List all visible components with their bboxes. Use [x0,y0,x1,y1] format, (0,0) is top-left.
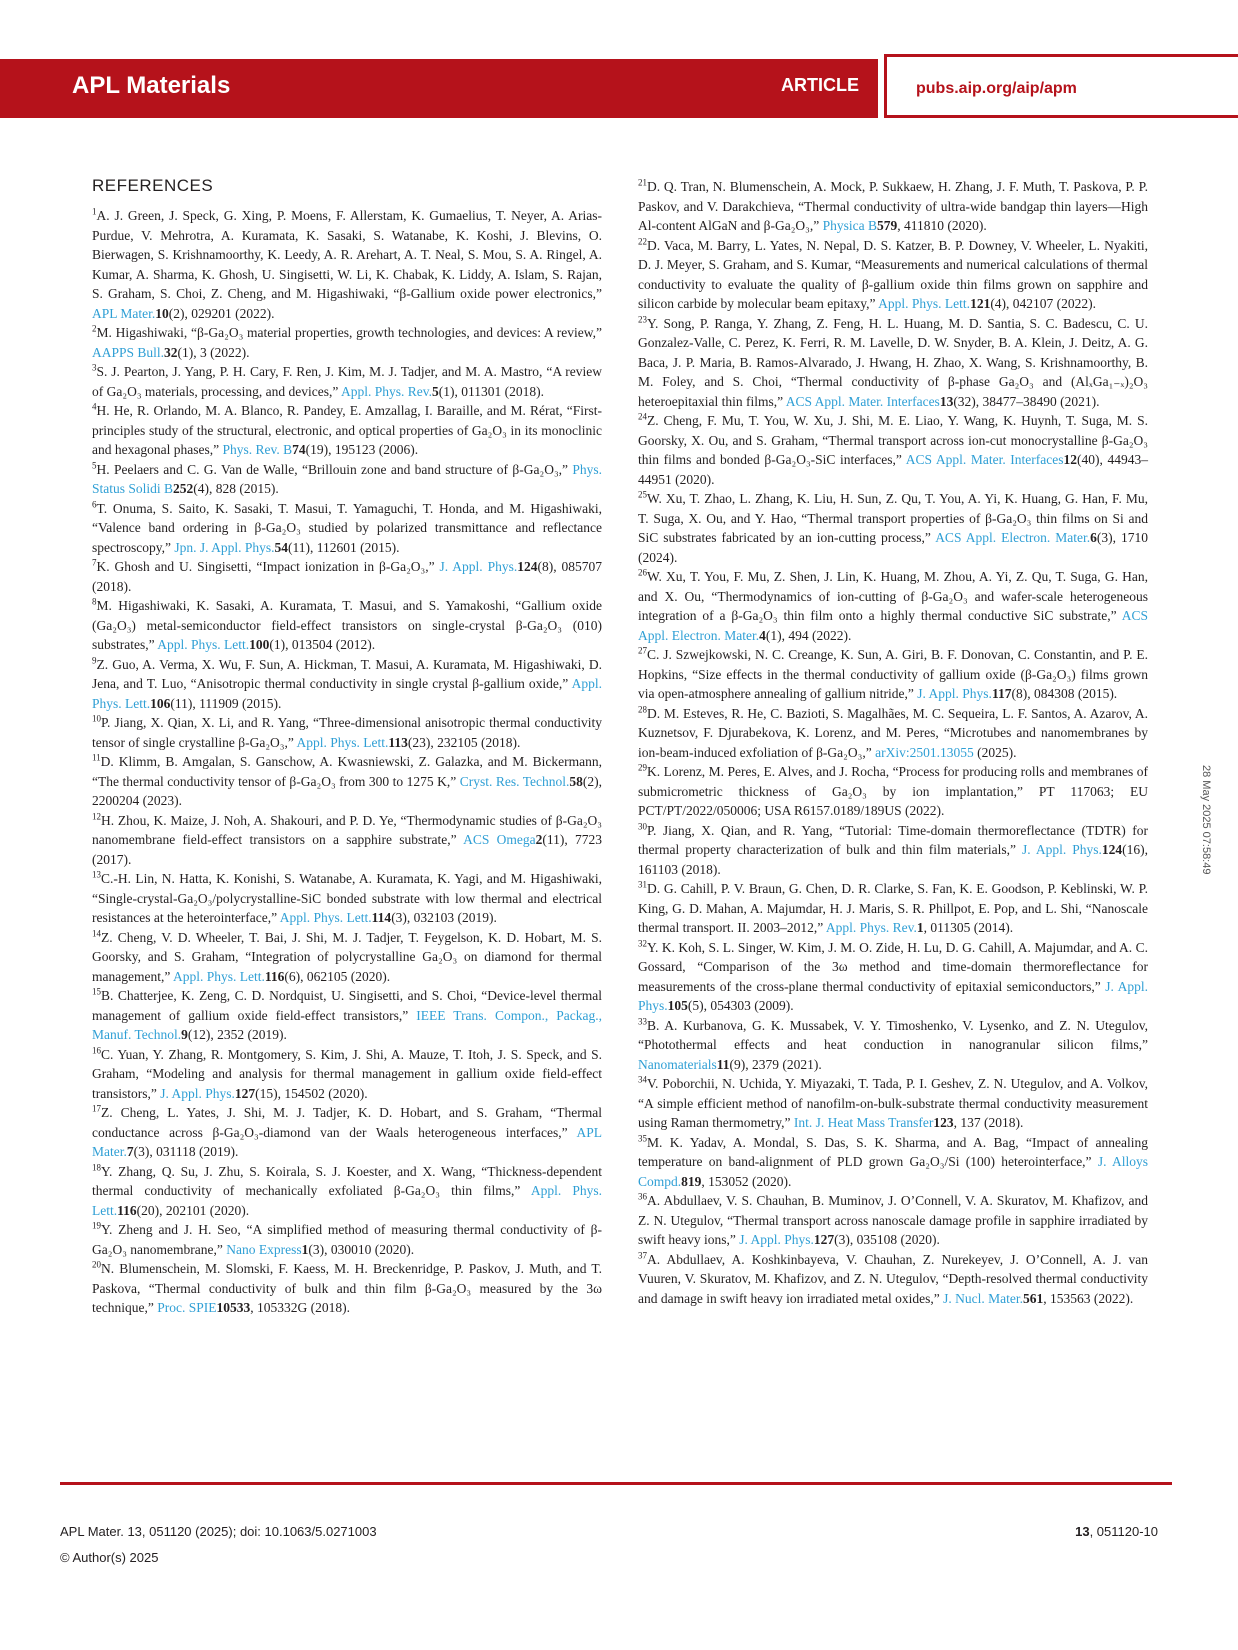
reference-journal-link[interactable]: Nanomaterials [638,1056,717,1072]
reference-authors-title: P. Jiang, X. Qian, and R. Yang, “Tutorial: Time-domain thermoreflectance (TDTR) for thermal property characterization of bulk and thin film materials,” [638,822,1148,857]
reference-volume: 6 [1090,530,1097,545]
reference-pages-year: (8), 084308 (2015). [1011,686,1118,701]
reference-volume: 579 [877,218,898,233]
reference-authors-title: D. Klimm, B. Amgalan, S. Ganschow, A. Kwasniewski, Z. Galazka, and M. Bickermann, “The thermal conductivity tensor of β-Ga₂O₃ from 300 to 1275 K,” [92,754,602,789]
reference-number: 28 [638,704,647,714]
reference-pages-year: (1), 013504 (2012). [269,637,376,652]
reference-number: 2 [92,323,97,334]
reference-volume: 114 [371,910,392,925]
reference-number: 1 [92,206,97,217]
reference-journal-link[interactable]: ACS Omega [463,832,536,847]
reference-item [92,596,602,655]
reference-number: 7 [92,557,97,568]
reference-pages-year: (8), 085707 (2018). [92,559,602,594]
reference-authors-title: H. Peelaers and C. G. Van de Walle, “Brillouin zone and band structure of β-Ga₂O₃,” [96,461,573,477]
reference-pages-year: (3), 030010 (2020). [308,1241,415,1257]
reference-journal-link[interactable]: arXiv:2501.13055 [875,744,974,760]
reference-item [92,206,602,323]
reference-item [92,655,602,714]
footer-copyright: © Author(s) 2025 [60,1550,159,1565]
reference-number: 23 [638,314,647,324]
reference-volume: 121 [970,296,991,311]
reference-item [638,1016,1148,1075]
reference-journal-link[interactable]: Appl. Phys. Rev. [825,920,917,935]
reference-volume: 58 [569,773,583,789]
reference-volume: 32 [164,344,178,360]
reference-authors-title: M. Higashiwaki, K. Sasaki, A. Kuramata, T. Masui, and S. Yamakoshi, “Gallium oxide (Ga₂O₃) metal-semiconductor field-effect transistors on single-crystal β-Ga₂O₃ (010) substrates,” [92,598,602,652]
reference-pages-year: , 137 (2018). [953,1115,1024,1130]
reference-journal-link[interactable]: AAPPS Bull. [92,344,165,360]
reference-item [638,1191,1148,1250]
reference-pages-year: (5), 054303 (2009). [687,998,794,1013]
reference-number: 4 [92,401,97,412]
reference-journal-link[interactable]: J. Appl. Phys. [638,978,1148,1013]
reference-pages-year: (3), 031118 (2019). [133,1144,239,1159]
reference-item [92,557,602,596]
reference-pages-year: (23), 232105 (2018). [407,734,521,750]
journal-url-link[interactable]: pubs.aip.org/aip/apm [916,80,1077,97]
reference-authors-title: Z. Cheng, V. D. Wheeler, T. Bai, J. Shi, M. J. Tadjer, T. Feygelson, K. D. Hobart, M. S. Goorsky, and S. Graham, “Integration of polycrystalline Ga₂O₃ on diamond for thermal management,” [92,929,602,984]
reference-number: 36 [638,1191,647,1202]
reference-pages-year: (2), 029201 (2022). [168,305,275,321]
reference-item [638,567,1148,645]
reference-pages-year: (1), 3 (2022). [177,344,250,360]
reference-item [638,236,1148,314]
reference-authors-title: H. Zhou, K. Maize, J. Noh, A. Shakouri, and P. D. Ye, “Thermodynamic studies of β-Ga₂O₃ nanomembrane field-effect transistors on a sapphire substrate,” [92,812,602,847]
reference-authors-title: T. Onuma, S. Saito, K. Sasaki, T. Masui, T. Yamaguchi, T. Honda, and M. Higashiwaki, “Valence band ordering in β-Ga₂O₃ studied by polarized transmittance and reflectance spectroscopy,” [92,500,602,555]
reference-number: 14 [92,928,101,938]
reference-item [638,938,1148,1016]
reference-pages-year: (12), 2352 (2019). [187,1027,287,1042]
reference-item [92,323,602,362]
reference-journal-link[interactable]: J. Appl. Phys. [439,559,518,574]
reference-journal-link[interactable]: Appl. Phys. Lett. [157,637,250,652]
reference-authors-title: C.-H. Lin, N. Hatta, K. Konishi, S. Watanabe, A. Kuramata, K. Yagi, and M. Higashiwaki, “Single-crystal-Ga₂O₃/polycrystalline-SiC bonded substrate with low thermal and electrical resistances at the heterointerface,” [92,871,602,925]
reference-pages-year: (40), 44943–44951 (2020). [638,452,1148,487]
reference-volume: 1 [301,1241,309,1257]
reference-number: 11 [92,752,101,763]
reference-authors-title: V. Poborchii, N. Uchida, Y. Miyazaki, T. Tada, P. I. Geshev, Z. N. Utegulov, and A. Volkov, “A simple efficient method of nanofilm-on-bulk-substrate thermal conductivity measurement using Raman thermometry,” [638,1076,1148,1130]
reference-item [638,314,1148,412]
reference-item [92,460,602,499]
reference-number: 29 [638,762,647,773]
references-heading: REFERENCES [92,176,214,195]
reference-authors-title: K. Ghosh and U. Singisetti, “Impact ionization in β-Ga₂O₃,” [96,559,440,574]
reference-item [638,411,1148,489]
reference-volume: 11 [716,1056,730,1072]
reference-journal-link[interactable]: Physica B [822,218,877,233]
reference-pages-year: (2025). [973,744,1017,760]
reference-item [92,869,602,928]
reference-item [638,704,1148,763]
reference-number: 16 [92,1045,101,1055]
reference-authors-title: A. J. Green, J. Speck, G. Xing, P. Moens, F. Allerstam, K. Gumaelius, T. Neyer, A. Arias-Purdue, V. Mehrotra, A. Kuramata, K. Sasaki, S. Watanabe, K. Koshi, J. Blevins, O. Bierwagen, S. Krishnamoorthy, K. Leedy, A. R. Arehart, A. T. Neal, S. Mou, S. A. Ringel, A. Kumar, A. Sharma, K. Ghosh, U. Singisetti, W. Li, K. Chabak, K. Liddy, A. Islam, S. Rajan, S. Graham, S. Choi, Z. Cheng, and M. Higashiwaki, “β-Gallium oxide power electronics,” [92,208,602,301]
reference-volume: 2 [535,832,543,847]
reference-volume: 123 [933,1115,954,1130]
reference-pages-year: (3), 1710 (2024). [638,530,1148,565]
reference-authors-title: B. A. Kurbanova, G. K. Mussabek, V. Y. Timoshenko, V. Lysenko, and Z. N. Utegulov, “Photothermal effects and heat conduction in nanogranular silicon films,” [638,1017,1148,1052]
reference-journal-link[interactable]: Proc. SPIE [157,1300,217,1315]
reference-journal-link[interactable]: Appl. Phys. Lett. [172,968,265,984]
reference-authors-title: C. Yuan, Y. Zhang, R. Montgomery, S. Kim, J. Shi, A. Mauze, T. Itoh, J. S. Speck, and S. Graham, “Modeling and analysis for thermal management in gallium oxide field-effect transistors,” [92,1046,602,1101]
reference-journal-link[interactable]: ACS Appl. Mater. Interfaces [785,393,940,409]
reference-volume: 116 [117,1202,137,1218]
footer-page-rest: , 051120-10 [1089,1524,1158,1539]
reference-item [638,177,1148,236]
reference-item [638,879,1148,938]
reference-volume: 10 [155,305,169,321]
reference-volume: 100 [249,637,270,652]
reference-authors-title: W. Xu, T. Zhao, L. Zhang, K. Liu, H. Sun, Z. Qu, T. You, A. Yi, K. Huang, G. Han, F. Mu, T. Suga, X. Ou, and Y. Hao, “Thermal transport properties of β-Ga₂O₃ thin films on Si and SiC substrates fabricated by an ion-cutting process,” [638,491,1148,545]
reference-authors-title: M. Higashiwaki, “β-Ga₂O₃ material properties, growth technologies, and devices: A review,” [96,325,602,340]
reference-authors-title: Y. Zheng and J. H. Seo, “A simplified method of measuring thermal conductivity of β-Ga₂O₃ nanomembrane,” [92,1222,602,1257]
reference-journal-link[interactable]: Phys. Status Solidi B [92,461,602,496]
reference-authors-title: Z. Cheng, F. Mu, T. You, W. Xu, J. Shi, M. E. Liao, Y. Wang, K. Huynh, T. Suga, M. S. Goorsky, X. Ou, and S. Graham, “Thermal transport across ion-cut monocrystalline β-Ga₂O₃ thin films and bonded β-Ga₂O₃-SiC interfaces,” [638,413,1148,467]
reference-item [92,401,602,460]
reference-authors-title: K. Lorenz, M. Peres, E. Alves, and J. Rocha, “Process for producing rolls and membranes of submicrometric thickness of Ga₂O₃ by ion implantation,” PT 117063; EU PCT/PT/2022/050006; USA R6157.0189/189US (2022). [638,764,1148,818]
references-column-right [638,177,1148,1308]
reference-pages-year: (11), 111909 (2015). [170,695,282,711]
reference-item [638,821,1148,880]
reference-number: 31 [638,879,647,890]
reference-authors-title: B. Chatterjee, K. Zeng, C. D. Nordquist, U. Singisetti, and S. Choi, “Device-level thermal management of gallium oxide field-effect transistors,” [92,988,602,1023]
reference-journal-link[interactable]: IEEE Trans. Compon., Packag., Manuf. Technol. [92,1007,602,1042]
reference-pages-year: (4), 828 (2015). [193,481,279,496]
reference-pages-year: (1), 494 (2022). [765,627,852,643]
reference-volume: 106 [150,695,171,711]
reference-number: 30 [638,821,647,831]
reference-pages-year: (3), 032103 (2019). [391,910,497,925]
reference-number: 5 [92,460,97,470]
reference-number: 21 [638,177,647,188]
reference-number: 24 [638,411,647,422]
reference-journal-link[interactable]: Nano Express [226,1241,302,1257]
reference-authors-title: D. Q. Tran, N. Blumenschein, A. Mock, P. Sukkaew, H. Zhang, J. F. Muth, T. Paskova, P. P. Paskov, and V. Darakchieva, “Thermal conductivity of ultra-wide bandgap thin layers—High Al-content AlGaN and β-Ga₂O₃,” [638,179,1148,233]
reference-item [92,752,602,811]
reference-authors-title: A. Abdullaev, A. Koshkinbayeva, V. Chauhan, Z. Nurekeyev, J. O’Connell, A. J. van Vuuren, V. Skuratov, M. Khafizov, and Z. N. Utegulov, “Depth-resolved thermal conductivity and damage in swift heavy ion irradiated metal oxides,” [638,1251,1148,1306]
reference-pages-year: (9), 2379 (2021). [729,1056,822,1072]
reference-journal-link[interactable]: Phys. Rev. B [222,442,293,457]
footer-citation[interactable]: APL Mater. 13, 051120 (2025); doi: 10.1063/5.0271003 [60,1524,377,1539]
reference-number: 34 [638,1074,647,1085]
reference-volume: 9 [181,1027,188,1042]
reference-authors-title: Z. Cheng, L. Yates, J. Shi, M. J. Tadjer, K. D. Hobart, and S. Graham, “Thermal conductance across β-Ga₂O₃-diamond van der Waals heterogeneous interfaces,” [92,1105,602,1140]
reference-journal-link[interactable]: J. Nucl. Mater. [943,1290,1024,1306]
reference-pages-year: (3), 035108 (2020). [834,1232,940,1247]
reference-authors-title: N. Blumenschein, M. Slomski, F. Kaess, M. H. Breckenridge, P. Paskov, J. Muth, and T. Paskova, “Thermal conductivity of bulk and thin film β-Ga₂O₃ measured by the 3ω technique,” [92,1261,602,1315]
footer-rule [60,1482,1172,1485]
reference-item [92,1045,602,1104]
reference-journal-link[interactable]: J. Appl. Phys. [739,1232,814,1247]
references-column-left [92,206,602,1318]
reference-number: 35 [638,1133,647,1143]
reference-pages-year: , 011305 (2014). [923,920,1014,935]
reference-volume: 1 [916,920,924,935]
reference-item [92,811,602,870]
reference-journal-link[interactable]: APL Mater. [92,1124,602,1159]
reference-authors-title: Y. Zhang, Q. Su, J. Zhu, S. Koirala, S. J. Koester, and X. Wang, “Thickness-dependent thermal conductivity of mechanically exfoliated β-Ga₂O₃ thin films,” [92,1163,602,1198]
reference-item [92,1162,602,1221]
reference-authors-title: P. Jiang, X. Qian, X. Li, and R. Yang, “Three-dimensional anisotropic thermal conductivity tensor of single crystalline β-Ga₂O₃,” [92,715,602,750]
reference-volume: 74 [292,442,306,457]
reference-volume: 10533 [216,1300,251,1315]
reference-pages-year: (6), 062105 (2020). [284,968,391,984]
footer-page-number [1075,1524,1158,1539]
reference-journal-link[interactable]: Appl. Phys. Lett. [92,1183,602,1218]
reference-item [92,362,602,401]
reference-item [92,1259,602,1318]
reference-number: 19 [92,1220,101,1231]
reference-pages-year: (11), 112601 (2015). [288,539,400,555]
reference-authors-title: A. Abdullaev, V. S. Chauhan, B. Muminov, J. O’Connell, V. A. Skuratov, M. Khafizov, and Z. N. Utegulov, “Thermal transport across nanoscale damage profile in sapphire irradiated by swift heavy ions,” [638,1193,1148,1247]
reference-number: 25 [638,489,647,500]
reference-journal-link[interactable]: Int. J. Heat Mass Transfer [793,1115,934,1130]
reference-authors-title: C. J. Szwejkowski, N. C. Creange, K. Sun, A. Giri, B. F. Donovan, C. Constantin, and P. E. Hopkins, “Size effects in the thermal conductivity of gallium oxide (β-Ga₂O₃) films grown via open-atmosphere annealing of gallium nitride,” [638,647,1148,701]
reference-item [92,499,602,558]
reference-item [92,1220,602,1259]
reference-volume: 5 [431,383,439,399]
reference-pages-year: (15), 154502 (2020). [255,1085,368,1101]
reference-number: 10 [92,713,101,724]
reference-number: 22 [638,236,647,246]
reference-number: 33 [638,1016,647,1026]
reference-number: 37 [638,1250,647,1260]
reference-authors-title: Y. Song, P. Ranga, Y. Zhang, Z. Feng, H. L. Huang, M. D. Santia, S. C. Badescu, C. U. Gonzalez-Valle, C. Perez, K. Ferri, R. M. Lavelle, D. W. Snyder, B. A. Klein, J. Deitz, A. G. Baca, J. P. Maria, B. Ramos-Alvarado, J. Hwang, H. Zhao, X. Wang, S. Krishnamoorthy, B. M. Foley, and S. Choi, “Thermal conductivity of β-phase Ga₂O₃ and (AlₓGa₁₋ₓ)₂O₃ heteroepitaxial thin films,” [638,315,1148,409]
reference-volume: 105 [667,998,688,1013]
reference-pages-year: , 411810 (2020). [897,218,987,233]
reference-authors-title: S. J. Pearton, J. Yang, P. H. Cary, F. Ren, J. Kim, M. J. Tadjer, and M. A. Mastro, “A review of Ga₂O₃ materials, processing, and devices,” [92,364,602,399]
reference-volume: 561 [1023,1290,1044,1306]
reference-journal-link[interactable]: J. Appl. Phys. [917,686,992,701]
reference-number: 26 [638,567,647,578]
reference-number: 15 [92,986,101,997]
download-timestamp: 28 May 2025 07:58:49 [1200,765,1212,875]
reference-number: 13 [92,869,101,880]
reference-volume: 116 [264,968,285,984]
reference-authors-title: D. Vaca, M. Barry, L. Yates, N. Nepal, D. S. Katzer, B. P. Downey, V. Wheeler, L. Nyakiti, D. J. Meyer, S. Graham, and S. Kumar, “Measurements and numerical calculations of thermal conductivity to evaluate the quality of β-gallium oxide thin films grown on sapphire and silicon carbide by molecular beam epitaxy,” [638,237,1148,311]
reference-volume: 127 [813,1232,835,1247]
journal-title[interactable]: APL Materials [72,72,231,99]
reference-pages-year: (11), 7723 (2017). [92,832,602,867]
reference-number: 20 [92,1259,101,1270]
reference-volume: 13 [939,393,954,409]
reference-number: 12 [92,811,101,821]
reference-journal-link[interactable]: Appl. Phys. Lett. [878,296,971,311]
reference-number: 6 [92,499,97,509]
reference-pages-year: (20), 202101 (2020). [136,1202,250,1218]
reference-number: 9 [92,655,97,665]
reference-pages-year: (4), 042107 (2022). [990,296,1097,311]
reference-journal-link[interactable]: Jpn. J. Appl. Phys. [174,539,275,555]
reference-journal-link[interactable]: ACS Appl. Mater. Interfaces [905,452,1064,467]
reference-number: 8 [92,596,97,607]
reference-authors-title: M. K. Yadav, A. Mondal, S. Das, S. K. Sharma, and A. Bag, “Impact of annealing temperature on band-alignment of PLD grown Ga₂O₃/Si (100) heterointerface,” [638,1134,1148,1169]
reference-number: 17 [92,1103,101,1114]
reference-item [638,489,1148,567]
reference-volume: 124 [517,559,538,574]
reference-journal-link[interactable]: J. Alloys Compd. [638,1154,1148,1189]
reference-journal-link[interactable]: Appl. Phys. Lett. [296,734,389,750]
reference-authors-title: Y. K. Koh, S. L. Singer, W. Kim, J. M. O. Zide, H. Lu, D. G. Cahill, A. Majumdar, and A. C. Gossard, “Comparison of the 3ω method and time-domain thermoreflectance for measurements of the cross-plane thermal conductivity of epitaxial semiconductors,” [638,939,1148,994]
reference-volume: 4 [759,627,766,643]
reference-volume: 54 [274,539,289,555]
reference-item [92,928,602,987]
reference-number: 27 [638,645,647,656]
reference-item [638,645,1148,704]
reference-authors-title: Z. Guo, A. Verma, X. Wu, F. Sun, A. Hickman, T. Masui, A. Kuramata, M. Higashiwaki, D. Jena, and T. Luo, “Anisotropic thermal conductivity in single crystal β-gallium oxide,” [92,656,602,691]
reference-pages-year: , 153052 (2020). [701,1173,792,1189]
reference-authors-title: H. He, R. Orlando, M. A. Blanco, R. Pandey, E. Amzallag, I. Baraille, and M. Rérat, “First-principles study of the structural, electronic, and optical properties of Ga₂O₃ in its monoclinic and hexagonal phases,” [92,403,602,457]
reference-journal-link[interactable]: Appl. Phys. Lett. [92,676,602,711]
reference-item [638,1074,1148,1133]
reference-pages-year: , 153563 (2022). [1043,1290,1134,1306]
reference-volume: 12 [1063,452,1078,467]
reference-journal-link[interactable]: APL Mater. [92,305,156,321]
reference-pages-year: (1), 011301 (2018). [438,383,544,399]
reference-item [92,1103,602,1162]
reference-journal-link[interactable]: J. Appl. Phys. [1022,842,1102,857]
reference-pages-year: (16), 161103 (2018). [638,842,1148,877]
reference-authors-title: D. M. Esteves, R. He, C. Bazioti, S. Magalhães, M. C. Sequeira, L. F. Santos, A. Azarov, A. Kuznetsov, F. Djurabekova, K. Lorenz, and M. Peres, “Microtubes and nanomembranes by ion-beam-induced exfoliation of β-Ga₂O₃,” [638,705,1148,760]
reference-pages-year: (2), 2200204 (2023). [92,773,602,808]
reference-pages-year: , 105332G (2018). [250,1300,350,1315]
footer-page-volume: 13 [1075,1524,1090,1539]
reference-volume: 124 [1101,842,1123,857]
reference-journal-link[interactable]: Cryst. Res. Technol. [459,773,570,789]
reference-number: 32 [638,938,647,948]
reference-authors-title: D. G. Cahill, P. V. Braun, G. Chen, D. R. Clarke, S. Fan, K. E. Goodson, P. Keblinski, W. P. King, G. D. Mahan, A. Majumdar, H. J. Maris, S. R. Phillpot, E. Pop, and L. Shi, “Nanoscale thermal transport. II. 2003–2012,” [638,881,1148,935]
reference-authors-title: W. Xu, T. You, F. Mu, Z. Shen, J. Lin, K. Huang, M. Zhou, A. Yi, Z. Qu, T. Suga, G. Han, and X. Ou, “Thermodynamics of ion-cutting of β-Ga₂O₃ and wafer-scale heterogeneous integration of a β-Ga₂O₃ thin film onto a highly thermal conductive SiC substrate,” [638,569,1148,623]
reference-volume: 819 [681,1173,702,1189]
reference-volume: 127 [234,1085,256,1101]
article-type-label: ARTICLE [781,75,859,95]
reference-volume: 113 [388,734,408,750]
reference-item [638,1250,1148,1309]
reference-pages-year: (19), 195123 (2006). [305,442,419,457]
reference-pages-year: (32), 38477–38490 (2021). [953,393,1100,409]
reference-volume: 7 [126,1144,134,1159]
reference-journal-link[interactable]: ACS Appl. Electron. Mater. [935,530,1091,545]
reference-journal-link[interactable]: Appl. Phys. Lett. [279,910,372,925]
reference-journal-link[interactable]: ACS Appl. Electron. Mater. [638,608,1148,643]
reference-journal-link[interactable]: J. Appl. Phys. [160,1085,235,1101]
reference-number: 3 [92,362,97,373]
reference-volume: 252 [173,481,194,496]
reference-volume: 117 [991,686,1012,701]
reference-item [92,986,602,1045]
reference-item [638,762,1148,821]
reference-item [92,713,602,752]
reference-journal-link[interactable]: Appl. Phys. Rev. [340,383,432,399]
reference-number: 18 [92,1162,101,1172]
reference-item [638,1133,1148,1192]
